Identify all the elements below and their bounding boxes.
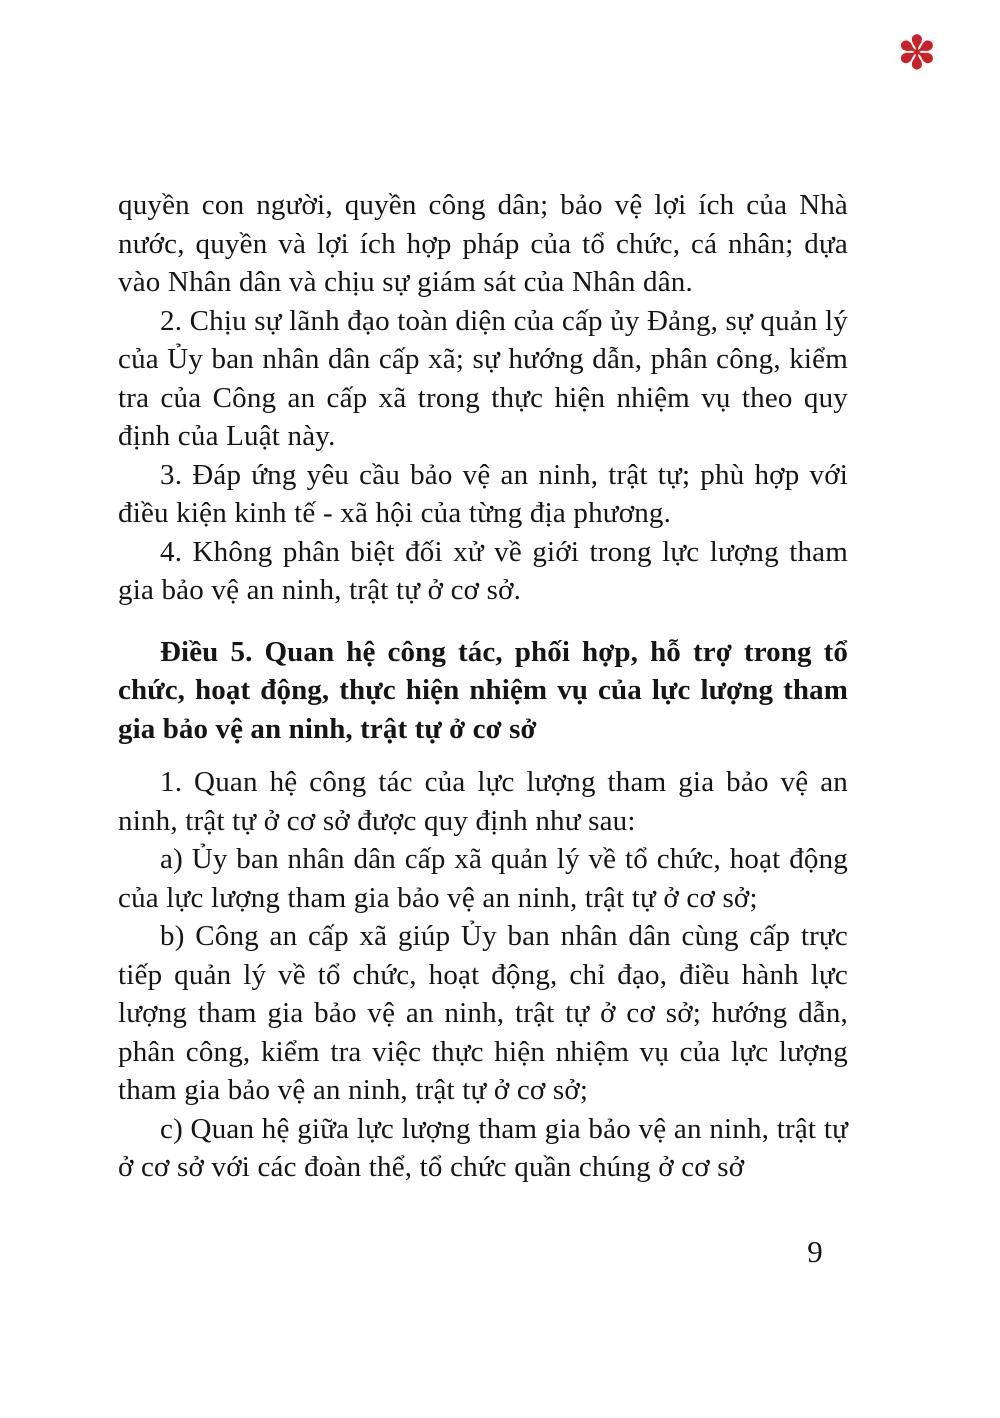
paragraph: 4. Không phân biệt đối xử về giới trong lực lượng tham gia bảo vệ an ninh, trật tự ở cơ sở.: [118, 535, 848, 606]
paragraph: 3. Đáp ứng yêu cầu bảo vệ an ninh, trật tự; phù hợp với điều kiện kinh tế - xã hội của từng địa phương.: [118, 458, 848, 529]
flower-icon: ✽: [897, 26, 937, 81]
paragraph: 2. Chịu sự lãnh đạo toàn diện của cấp ủy Đảng, sự quản lý của Ủy ban nhân dân cấp xã; sự hướng dẫn, phân công, kiểm tra của Công an cấp xã trong thực hiện nhiệm vụ theo quy định của Luật này.: [118, 304, 848, 452]
section-heading: Điều 5. Quan hệ công tác, phối hợp, hỗ trợ trong tổ chức, hoạt động, thực hiện nhiệm vụ của lực lượng tham gia bảo vệ an ninh, trật tự ở cơ sở: [118, 635, 848, 745]
paragraph: quyền con người, quyền công dân; bảo vệ lợi ích của Nhà nước, quyền và lợi ích hợp pháp của tổ chức, cá nhân; dựa vào Nhân dân và chịu sự giám sát của Nhân dân.: [118, 189, 848, 298]
paragraph: a) Ủy ban nhân dân cấp xã quản lý về tổ chức, hoạt động của lực lượng tham gia bảo vệ an ninh, trật tự ở cơ sở;: [118, 843, 848, 914]
page-number: 9: [807, 1234, 823, 1269]
paragraph: 1. Quan hệ công tác của lực lượng tham gia bảo vệ an ninh, trật tự ở cơ sở được quy định như sau:: [118, 766, 848, 837]
paragraph: b) Công an cấp xã giúp Ủy ban nhân dân cùng cấp trực tiếp quản lý về tổ chức, hoạt động, chỉ đạo, điều hành lực lượng tham gia bảo vệ an ninh, trật tự ở cơ sở; hướng dẫn, phân công, kiểm tra việc thực hiện nhiệm vụ của lực lượng tham gia bảo vệ an ninh, trật tự ở cơ sở;: [118, 920, 848, 1106]
text-block: [118, 186, 848, 1187]
paragraph: c) Quan hệ giữa lực lượng tham gia bảo vệ an ninh, trật tự ở cơ sở với các đoàn thể, tổ chức quần chúng ở cơ sở: [118, 1112, 848, 1183]
